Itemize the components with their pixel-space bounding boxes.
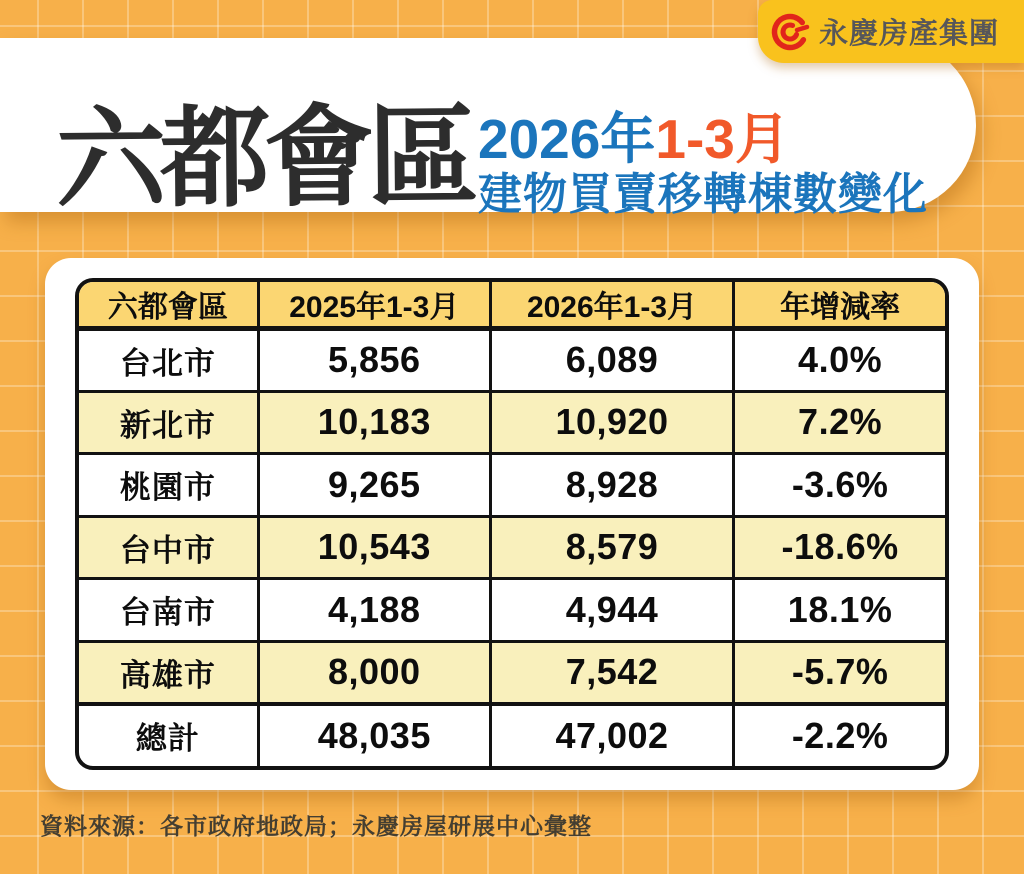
value-2025-cell: 4,188 <box>258 579 490 642</box>
yoy-cell: -18.6% <box>734 516 945 579</box>
col-header-yoy: 年增減率 <box>734 282 945 329</box>
value-2025-cell: 10,543 <box>258 516 490 579</box>
yungching-logo-icon <box>769 11 811 53</box>
region-cell: 台中市 <box>79 516 258 579</box>
col-header-2026: 2026年1-3月 <box>490 282 733 329</box>
table-row <box>79 516 945 579</box>
subtitle-block <box>478 108 928 219</box>
title-banner <box>0 38 976 222</box>
transfer-table <box>79 282 945 766</box>
yoy-cell: -5.7% <box>734 641 945 704</box>
table-total-row <box>79 704 945 767</box>
value-2026-cell: 10,920 <box>490 391 733 454</box>
brand-badge <box>758 0 1024 63</box>
page-title: 六都會區 <box>55 95 473 222</box>
value-2025-cell: 48,035 <box>258 704 490 767</box>
value-2026-cell: 47,002 <box>490 704 733 767</box>
value-2025-cell: 10,183 <box>258 391 490 454</box>
region-cell: 台北市 <box>79 329 258 392</box>
subtitle-text: 建物買賣移轉棟數變化 <box>478 170 928 219</box>
value-2026-cell: 6,089 <box>490 329 733 392</box>
data-table-card <box>45 258 979 790</box>
value-2025-cell: 8,000 <box>258 641 490 704</box>
value-2025-cell: 9,265 <box>258 454 490 517</box>
value-2026-cell: 8,579 <box>490 516 733 579</box>
yoy-cell: 4.0% <box>734 329 945 392</box>
value-2026-cell: 8,928 <box>490 454 733 517</box>
value-2026-cell: 7,542 <box>490 641 733 704</box>
subtitle-months: 1-3月 <box>655 108 790 170</box>
yoy-cell: 18.1% <box>734 579 945 642</box>
col-header-region: 六都會區 <box>107 291 228 324</box>
yoy-cell: -2.2% <box>734 704 945 767</box>
source-note: 資料來源：各市政府地政局；永慶房屋研展中心彙整 <box>40 813 592 839</box>
table-row <box>79 391 945 454</box>
value-2025-cell: 5,856 <box>258 329 490 392</box>
subtitle-year: 2026年 <box>478 108 656 170</box>
region-cell: 高雄市 <box>79 641 258 704</box>
region-cell: 新北市 <box>79 391 258 454</box>
region-cell: 桃園市 <box>79 454 258 517</box>
region-cell: 台南市 <box>79 579 258 642</box>
table-row <box>79 579 945 642</box>
yoy-cell: -3.6% <box>734 454 945 517</box>
value-2026-cell: 4,944 <box>490 579 733 642</box>
table-row <box>79 329 945 392</box>
yoy-cell: 7.2% <box>734 391 945 454</box>
table-border-frame <box>75 278 949 770</box>
region-cell: 總計 <box>79 704 258 767</box>
table-row <box>79 641 945 704</box>
subtitle-period <box>478 108 928 170</box>
table-header-row <box>79 282 945 329</box>
table-row <box>79 454 945 517</box>
col-header-2025: 2025年1-3月 <box>258 282 490 329</box>
brand-name: 永慶房產集團 <box>818 18 999 50</box>
